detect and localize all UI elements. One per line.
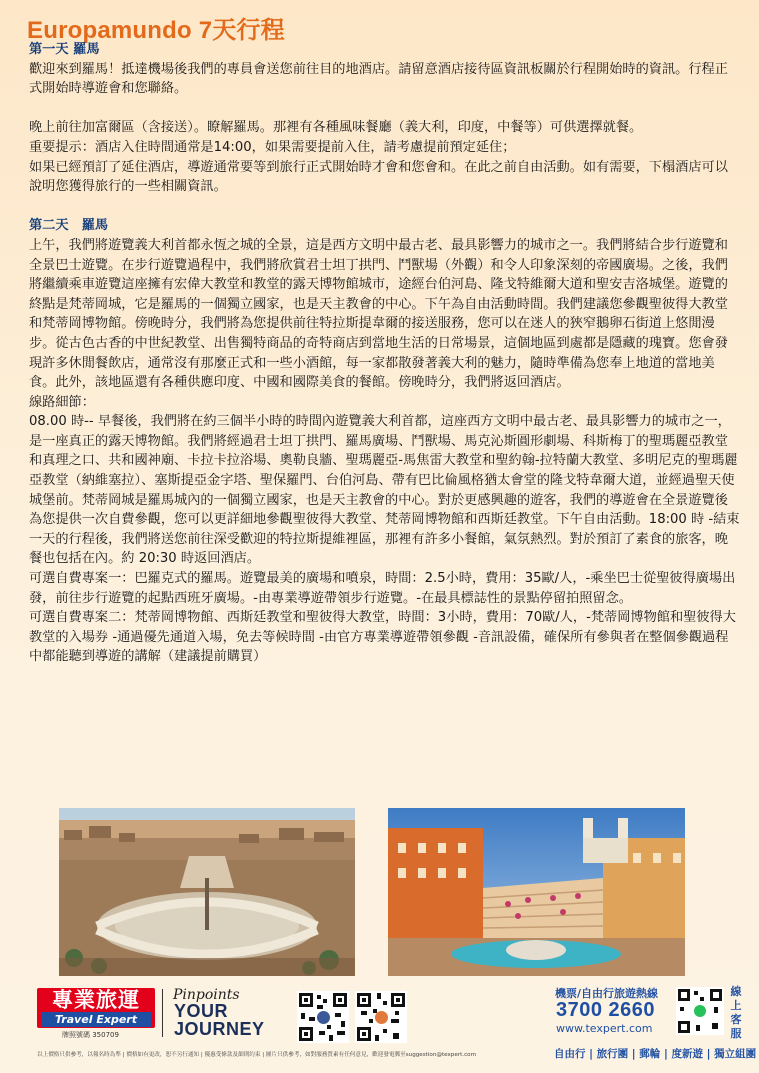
license-number: 牌照號碼 350709 [62,1031,119,1039]
spanish-steps-photo [388,808,685,976]
services-list: 自由行 | 旅行團 | 郵輪 | 度新遊 | 獨立組團 [554,1048,757,1060]
page-title: Europamundo 7天行程 [27,17,285,44]
day1-paragraph: 晚上前往加富爾區（含接送）。瞭解羅馬。那裡有各種風味餐廳（義大利，印度，中餐等）可供選擇就餐。 [29,120,643,136]
st-peters-square-photo [59,808,355,976]
phone-number[interactable]: 3700 2660 [556,999,656,1021]
slogan-line-1: Pinpoints [173,987,240,1003]
day1-paragraph: 如果已經預訂了延住酒店，導遊通常要等到旅行正式開始時才會和您會和。在此之前自由活動。如有需要，下榻酒店可以說明您獲得旅行的一些相關資訊。 [29,159,728,195]
hotline-label: 機票/自由行旅遊熱線 [555,987,659,1000]
photo-strip [59,808,709,976]
instagram-icon [375,1011,388,1024]
logo-chinese: 專業旅運 [52,988,140,1012]
footer [0,985,759,1073]
facebook-icon [317,1011,330,1024]
spacer [29,197,741,217]
day1-heading: 第一天 羅馬 [29,42,100,57]
optional-tour-1: 可選自費專案一：巴羅克式的羅馬。遊覽最美的廣場和噴泉，時間：2.5小時，費用：35歐/人，-乘坐巴士從聖彼得廣場出發，前往步行遊覽的起點西班牙廣場。-由專業導遊帶領步行遊覽。-在最具標誌性的景點停留拍照留念。 [29,571,736,606]
website-link[interactable]: www.texpert.com [556,1022,653,1035]
route-label: 線路細節： [29,394,95,410]
route-details: 08.00 時-- 早餐後，我們將在約三個半小時的時間內遊覽義大利首都，這座西方文明中最古老、最具影響力的城市之一，是一座真正的露天博物館。我們將經過君士坦丁拱門、羅馬廣場、鬥獸場、馬克沁斯圓形劇場、科斯梅丁的聖瑪麗亞教堂和真理之口、共和國神廟、卡拉卡拉浴場、奧勒良牆、聖瑪麗亞-馬焦雷大教堂和聖約翰-拉特蘭大教堂、多明尼克的聖瑪麗亞教堂（納維塞拉）、塞斯提亞金字塔、聖保羅門、台伯河島、帶有巴比倫風格猶太會堂的隆戈特韋爾大道，並經過聖天使城堡前。梵蒂岡城是羅馬城內的一個獨立國家，也是天主教會的中心。對於更感興趣的遊客，我們的導遊會在全景遊覽後為您提供一次自費參觀，您可以更詳細地參觀聖彼得大教堂、梵蒂岡博物館和西斯廷教堂。下午自由活動。18:00 時 -結束一天的行程後，我們將送您前往深受歡迎的特拉斯提維裡區，那裡有許多小餐館，氣氛熱烈。對於預訂了素食的旅客，晚餐也包括在內。約 20:30 時返回酒店。 [29,414,740,567]
slogan-line-2: YOUR [174,1001,229,1021]
facebook-qr-code[interactable] [297,991,349,1043]
whatsapp-icon [694,1005,706,1017]
travel-expert-logo[interactable] [37,988,155,1028]
optional-tour-2: 可選自費專案二：梵蒂岡博物館、西斯廷教堂和聖彼得大教堂，時間：3小時，費用：70歐/人，-梵蒂岡博物館和聖彼得大教堂的入場券 -通過優先通道入場，免去等候時間 -由官方專業導遊帶領參觀 -音訊設備，確保所有參與者在整個參觀過程中都能聽到導遊的講解（建議提前購買） [29,610,736,665]
online-cs-label: 線上客服 [730,985,742,1040]
logo-english: Travel Expert [41,1012,151,1027]
whatsapp-qr-code[interactable] [676,987,724,1035]
spacer [29,99,741,119]
disclaimer: 以上價格只供參考，以報名時為準 | 價格如有更改，恕不另行通知 | 優惠受條款及細則約束 | 圖片只供參考，如對服務質素有任何意見，歡迎發電郵至suggestion@texpert.com [37,1052,477,1058]
divider [162,989,163,1037]
slogan-line-3: JOURNEY [174,1019,265,1039]
instagram-qr-code[interactable] [355,991,407,1043]
itinerary-content [29,40,741,667]
day1-notice: 重要提示：酒店入住時間通常是14:00，如果需要提前入住，請考慮提前預定延住； [29,139,516,155]
day2-paragraph: 上午，我們將遊覽義大利首都永恆之城的全景，這是西方文明中最古老、最具影響力的城市之一。我們將結合步行遊覽和全景巴士遊覽。在步行遊覽過程中，我們將欣賞君士坦丁拱門、鬥獸場（外觀）和令人印象深刻的帝國廣場。之後，我們將繼續乘車遊覽這座擁有宏偉大教堂和教堂的露天博物館城市，途經台伯河島、隆戈特維爾大道和聖安吉洛城堡。遊覽的終點是梵蒂岡城，它是羅馬的一個獨立國家，也是天主教會的中心。下午為自由活動時間。我們建議您參觀聖彼得大教堂和梵蒂岡博物館。傍晚時分，我們將為您提供前往特拉斯提韋爾的接送服務，您可以在迷人的狹窄鵝卵石街道上悠閒漫步。從古色古香的中世紀教堂、出售獨特商品的奇特商店到當地生活的日常場景，這個地區到處都是隱藏的瑰寶。您會發現許多休閒餐飲店，通常沒有那麼正式和一些小酒館，每一家都散發著義大利的魅力，隨時準備為您奉上地道的當地美食。此外，該地區還有各種供應印度、中國和國際美食的餐館。傍晚時分，我們將返回酒店。 [29,237,728,391]
day2-heading: 第二天 羅馬 [29,218,109,234]
day1-paragraph: 歡迎來到羅馬！抵達機場後我們的專員會送您前往目的地酒店。請留意酒店接待區資訊板關於行程開始時的資訊。行程正式開始時導遊會和您聯絡。 [29,61,728,97]
